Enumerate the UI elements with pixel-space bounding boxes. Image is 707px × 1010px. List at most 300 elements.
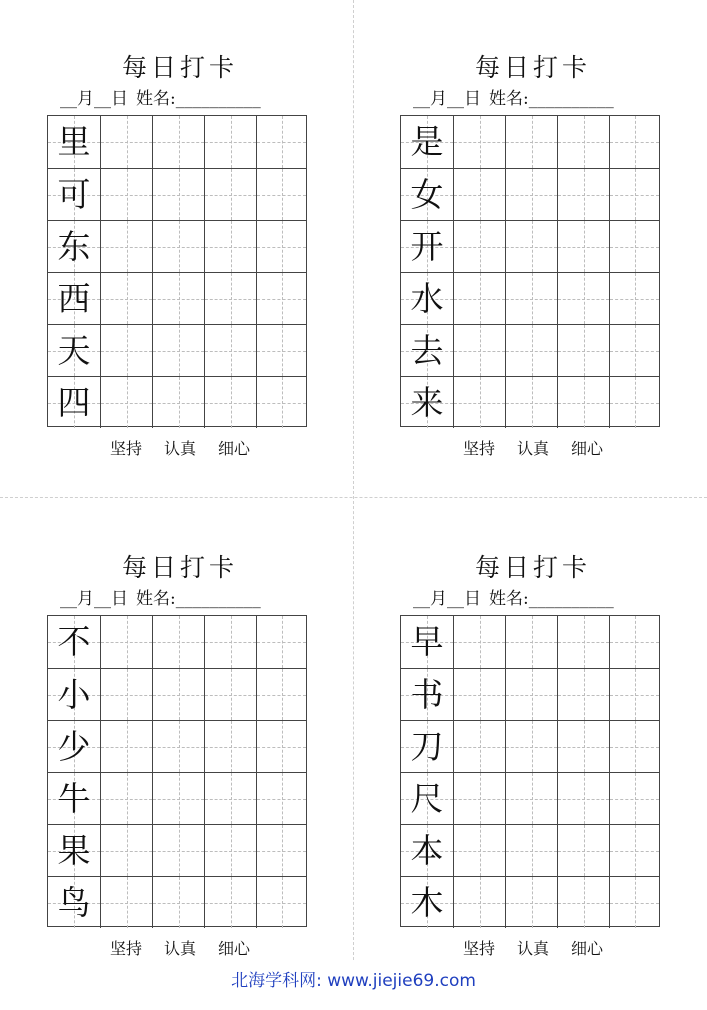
model-character: 西 [57, 279, 91, 318]
date-name-line [413, 84, 614, 109]
cell-guide-horizontal [153, 799, 204, 800]
cell-guide-horizontal [101, 299, 152, 300]
cell-guide-horizontal [610, 403, 659, 404]
practice-cell [505, 116, 557, 168]
cell-guide-horizontal [558, 695, 609, 696]
motto-word: 坚持 [462, 439, 495, 458]
cell-guide-horizontal [153, 195, 204, 196]
cell-guide-horizontal [454, 799, 505, 800]
practice-cell [609, 272, 659, 324]
practice-cell [557, 116, 609, 168]
cell-guide-horizontal [558, 142, 609, 143]
cell-guide-horizontal [101, 351, 152, 352]
cell-guide-horizontal [257, 695, 306, 696]
tianzige-grid [47, 115, 307, 427]
cell-guide-horizontal [153, 351, 204, 352]
month-field: __月 [413, 89, 447, 109]
model-character-cell [401, 220, 453, 272]
cell-guide-horizontal [153, 903, 204, 904]
practice-cell [505, 720, 557, 772]
cell-guide-horizontal [153, 299, 204, 300]
practice-cell [256, 720, 306, 772]
cell-guide-horizontal [558, 247, 609, 248]
practice-cell [100, 272, 152, 324]
practice-cell [505, 324, 557, 376]
model-character-cell [401, 720, 453, 772]
card-title: 每日打卡 [474, 53, 591, 82]
cell-guide-horizontal [153, 747, 204, 748]
grid-row [48, 616, 306, 668]
model-character: 不 [57, 622, 91, 661]
model-character-cell [401, 168, 453, 220]
cell-guide-horizontal [205, 195, 256, 196]
date-name-line [60, 84, 261, 109]
practice-cell [100, 616, 152, 668]
practice-cell [100, 668, 152, 720]
practice-cell [100, 220, 152, 272]
model-character: 开 [410, 227, 444, 266]
practice-cell [453, 668, 505, 720]
grid-row [48, 324, 306, 376]
vertical-cut-line [353, 0, 354, 960]
month-field: __月 [60, 589, 94, 609]
cell-guide-horizontal [205, 247, 256, 248]
model-character-cell [48, 616, 100, 668]
cell-guide-horizontal [558, 799, 609, 800]
practice-cell [453, 824, 505, 876]
tianzige-grid [400, 615, 660, 927]
grid-row [401, 272, 659, 324]
practice-cell [609, 616, 659, 668]
model-character: 是 [410, 122, 444, 161]
practice-cell [100, 376, 152, 428]
model-character-cell [401, 876, 453, 928]
practice-cell [100, 772, 152, 824]
practice-cell [505, 824, 557, 876]
practice-cell [557, 772, 609, 824]
cell-guide-horizontal [205, 299, 256, 300]
practice-cell [152, 168, 204, 220]
cell-guide-horizontal [257, 403, 306, 404]
cell-guide-horizontal [153, 695, 204, 696]
practice-cell [256, 220, 306, 272]
model-character-cell [48, 376, 100, 428]
practice-cell [256, 824, 306, 876]
model-character-cell [401, 272, 453, 324]
cell-guide-horizontal [610, 142, 659, 143]
practice-cell [204, 772, 256, 824]
cell-guide-horizontal [610, 851, 659, 852]
practice-cell [256, 616, 306, 668]
cell-guide-horizontal [558, 851, 609, 852]
cell-guide-horizontal [101, 903, 152, 904]
practice-card [383, 540, 683, 1010]
practice-cell [204, 272, 256, 324]
cell-guide-horizontal [558, 195, 609, 196]
practice-cell [557, 824, 609, 876]
month-field: __月 [60, 89, 94, 109]
card-title: 每日打卡 [474, 553, 591, 582]
day-field: __日 [447, 589, 481, 609]
practice-cell [204, 376, 256, 428]
motto-line [383, 436, 683, 459]
practice-cell [152, 220, 204, 272]
practice-cell [609, 220, 659, 272]
practice-cell [152, 324, 204, 376]
cell-guide-horizontal [205, 142, 256, 143]
grid-row [401, 616, 659, 668]
motto-word: 坚持 [109, 939, 142, 958]
practice-cell [453, 720, 505, 772]
motto-word: 细心 [218, 439, 251, 458]
practice-cell [256, 272, 306, 324]
cell-guide-horizontal [101, 799, 152, 800]
grid-row [48, 824, 306, 876]
practice-cell [256, 772, 306, 824]
model-character-cell [401, 668, 453, 720]
cell-guide-horizontal [205, 403, 256, 404]
cell-guide-horizontal [153, 851, 204, 852]
cell-guide-horizontal [257, 247, 306, 248]
cell-guide-horizontal [454, 747, 505, 748]
cell-guide-horizontal [205, 747, 256, 748]
practice-cell [557, 668, 609, 720]
cell-guide-horizontal [153, 247, 204, 248]
cell-guide-horizontal [454, 195, 505, 196]
practice-cell [453, 272, 505, 324]
cell-guide-horizontal [558, 351, 609, 352]
practice-cell [609, 168, 659, 220]
cell-guide-horizontal [101, 695, 152, 696]
model-character: 小 [57, 675, 91, 714]
cell-guide-horizontal [153, 403, 204, 404]
cell-guide-horizontal [506, 142, 557, 143]
model-character-cell [48, 668, 100, 720]
model-character: 去 [410, 331, 444, 370]
practice-cell [505, 272, 557, 324]
cell-guide-horizontal [506, 403, 557, 404]
motto-word: 认真 [516, 439, 549, 458]
cell-guide-horizontal [558, 403, 609, 404]
practice-cell [152, 824, 204, 876]
practice-cell [256, 668, 306, 720]
practice-cell [453, 324, 505, 376]
cell-guide-horizontal [610, 642, 659, 643]
grid-row [48, 720, 306, 772]
cell-guide-horizontal [610, 799, 659, 800]
cell-guide-horizontal [257, 142, 306, 143]
practice-cell [609, 876, 659, 928]
practice-cell [204, 720, 256, 772]
model-character: 女 [410, 175, 444, 214]
model-character: 鸟 [57, 883, 91, 922]
practice-cell [505, 668, 557, 720]
cell-guide-horizontal [610, 747, 659, 748]
practice-cell [152, 272, 204, 324]
cell-guide-horizontal [153, 142, 204, 143]
model-character-cell [48, 772, 100, 824]
cell-guide-horizontal [454, 299, 505, 300]
practice-cell [204, 168, 256, 220]
date-name-line [60, 584, 261, 609]
cell-guide-horizontal [454, 695, 505, 696]
tianzige-grid [47, 615, 307, 927]
card-title: 每日打卡 [121, 53, 238, 82]
cell-guide-horizontal [257, 747, 306, 748]
practice-cell [152, 616, 204, 668]
cell-guide-horizontal [257, 642, 306, 643]
cell-guide-horizontal [257, 299, 306, 300]
name-field: 姓名:__________ [136, 89, 261, 109]
practice-cell [152, 668, 204, 720]
cell-guide-horizontal [506, 642, 557, 643]
grid-row [401, 824, 659, 876]
model-character-cell [48, 116, 100, 168]
practice-cell [204, 116, 256, 168]
practice-cell [609, 720, 659, 772]
practice-card [30, 40, 330, 510]
practice-cell [204, 220, 256, 272]
grid-row [48, 168, 306, 220]
practice-cell [100, 876, 152, 928]
cell-guide-horizontal [610, 695, 659, 696]
cell-guide-horizontal [101, 142, 152, 143]
practice-cell [505, 616, 557, 668]
grid-row [401, 116, 659, 168]
cell-guide-horizontal [558, 642, 609, 643]
cell-guide-horizontal [101, 195, 152, 196]
grid-row [48, 772, 306, 824]
cell-guide-horizontal [101, 247, 152, 248]
cell-guide-horizontal [506, 247, 557, 248]
motto-word: 坚持 [109, 439, 142, 458]
cell-guide-horizontal [205, 903, 256, 904]
month-field: __月 [413, 589, 447, 609]
grid-row [401, 876, 659, 928]
cell-guide-horizontal [205, 799, 256, 800]
model-character-cell [48, 876, 100, 928]
model-character-cell [401, 616, 453, 668]
practice-cell [204, 876, 256, 928]
model-character: 可 [57, 175, 91, 214]
cell-guide-horizontal [506, 351, 557, 352]
practice-cell [100, 324, 152, 376]
cell-guide-horizontal [610, 351, 659, 352]
cell-guide-horizontal [454, 642, 505, 643]
model-character-cell [401, 772, 453, 824]
cell-guide-horizontal [454, 903, 505, 904]
model-character: 尺 [410, 779, 444, 818]
day-field: __日 [94, 589, 128, 609]
practice-cell [204, 668, 256, 720]
motto-line [30, 436, 330, 459]
practice-cell [505, 772, 557, 824]
cell-guide-horizontal [454, 247, 505, 248]
cell-guide-horizontal [257, 903, 306, 904]
practice-cell [152, 376, 204, 428]
practice-cell [557, 876, 609, 928]
practice-cell [557, 376, 609, 428]
date-name-line [413, 584, 614, 609]
cell-guide-horizontal [205, 695, 256, 696]
cell-guide-horizontal [506, 195, 557, 196]
practice-cell [256, 876, 306, 928]
practice-cell [505, 376, 557, 428]
practice-cell [152, 116, 204, 168]
cell-guide-horizontal [506, 747, 557, 748]
cell-guide-horizontal [101, 851, 152, 852]
motto-word: 细心 [571, 439, 604, 458]
model-character-cell [48, 220, 100, 272]
practice-cell [609, 824, 659, 876]
model-character-cell [401, 324, 453, 376]
model-character: 里 [57, 122, 91, 161]
motto-word: 坚持 [462, 939, 495, 958]
model-character: 东 [57, 227, 91, 266]
practice-cell [557, 720, 609, 772]
practice-cell [204, 616, 256, 668]
grid-row [48, 272, 306, 324]
grid-row [48, 376, 306, 428]
tianzige-grid [400, 115, 660, 427]
grid-row [48, 116, 306, 168]
practice-cell [505, 876, 557, 928]
practice-cell [100, 720, 152, 772]
practice-cell [100, 168, 152, 220]
model-character: 来 [410, 383, 444, 422]
practice-cell [256, 168, 306, 220]
practice-cell [453, 376, 505, 428]
practice-card [383, 40, 683, 510]
cell-guide-horizontal [257, 351, 306, 352]
practice-cell [453, 772, 505, 824]
motto-word: 认真 [516, 939, 549, 958]
cell-guide-horizontal [610, 195, 659, 196]
cell-guide-horizontal [506, 799, 557, 800]
model-character: 四 [57, 383, 91, 422]
practice-cell [256, 116, 306, 168]
practice-cell [453, 220, 505, 272]
cell-guide-horizontal [205, 351, 256, 352]
motto-line [30, 936, 330, 959]
practice-cell [152, 876, 204, 928]
model-character-cell [48, 168, 100, 220]
practice-cell [204, 824, 256, 876]
practice-cell [609, 376, 659, 428]
practice-cell [609, 324, 659, 376]
practice-cell [609, 772, 659, 824]
grid-row [401, 720, 659, 772]
cell-guide-horizontal [610, 299, 659, 300]
cell-guide-horizontal [101, 747, 152, 748]
cell-guide-horizontal [610, 903, 659, 904]
cell-guide-horizontal [610, 247, 659, 248]
practice-cell [453, 616, 505, 668]
cell-guide-horizontal [101, 642, 152, 643]
motto-word: 细心 [571, 939, 604, 958]
motto-word: 认真 [163, 439, 196, 458]
cell-guide-horizontal [558, 299, 609, 300]
model-character-cell [401, 824, 453, 876]
model-character: 天 [57, 331, 91, 370]
practice-cell [453, 876, 505, 928]
practice-cell [557, 324, 609, 376]
model-character-cell [401, 116, 453, 168]
practice-cell [557, 220, 609, 272]
model-character: 刀 [410, 727, 444, 766]
practice-cell [609, 116, 659, 168]
practice-cell [100, 824, 152, 876]
practice-card [30, 540, 330, 1010]
model-character: 少 [57, 727, 91, 766]
practice-cell [609, 668, 659, 720]
cell-guide-horizontal [454, 142, 505, 143]
card-title: 每日打卡 [121, 553, 238, 582]
model-character-cell [401, 376, 453, 428]
practice-cell [557, 616, 609, 668]
cell-guide-horizontal [506, 299, 557, 300]
model-character: 果 [57, 831, 91, 870]
practice-cell [152, 720, 204, 772]
grid-row [48, 876, 306, 928]
cell-guide-horizontal [506, 903, 557, 904]
name-field: 姓名:__________ [136, 589, 261, 609]
cell-guide-horizontal [205, 851, 256, 852]
motto-word: 细心 [218, 939, 251, 958]
practice-cell [100, 116, 152, 168]
cell-guide-horizontal [506, 851, 557, 852]
model-character-cell [48, 824, 100, 876]
model-character-cell [48, 720, 100, 772]
grid-row [401, 220, 659, 272]
cell-guide-horizontal [454, 403, 505, 404]
model-character: 书 [410, 675, 444, 714]
cell-guide-horizontal [454, 851, 505, 852]
cell-guide-horizontal [101, 403, 152, 404]
grid-row [401, 168, 659, 220]
practice-cell [505, 220, 557, 272]
day-field: __日 [94, 89, 128, 109]
cell-guide-horizontal [558, 903, 609, 904]
cell-guide-horizontal [558, 747, 609, 748]
practice-cell [256, 324, 306, 376]
practice-cell [453, 168, 505, 220]
model-character: 水 [410, 279, 444, 318]
name-field: 姓名:__________ [489, 589, 614, 609]
practice-cell [557, 168, 609, 220]
model-character-cell [48, 272, 100, 324]
cell-guide-horizontal [257, 851, 306, 852]
model-character: 木 [410, 883, 444, 922]
grid-row [48, 668, 306, 720]
model-character-cell [48, 324, 100, 376]
site-footer: 北海学科网: www.jiejie69.com [231, 971, 476, 991]
practice-cell [204, 324, 256, 376]
practice-cell [557, 272, 609, 324]
motto-word: 认真 [163, 939, 196, 958]
cell-guide-horizontal [153, 642, 204, 643]
model-character: 牛 [57, 779, 91, 818]
name-field: 姓名:__________ [489, 89, 614, 109]
cell-guide-horizontal [506, 695, 557, 696]
practice-cell [256, 376, 306, 428]
model-character: 本 [410, 831, 444, 870]
grid-row [401, 324, 659, 376]
model-character: 早 [410, 622, 444, 661]
cell-guide-horizontal [205, 642, 256, 643]
cell-guide-horizontal [257, 195, 306, 196]
grid-row [401, 376, 659, 428]
